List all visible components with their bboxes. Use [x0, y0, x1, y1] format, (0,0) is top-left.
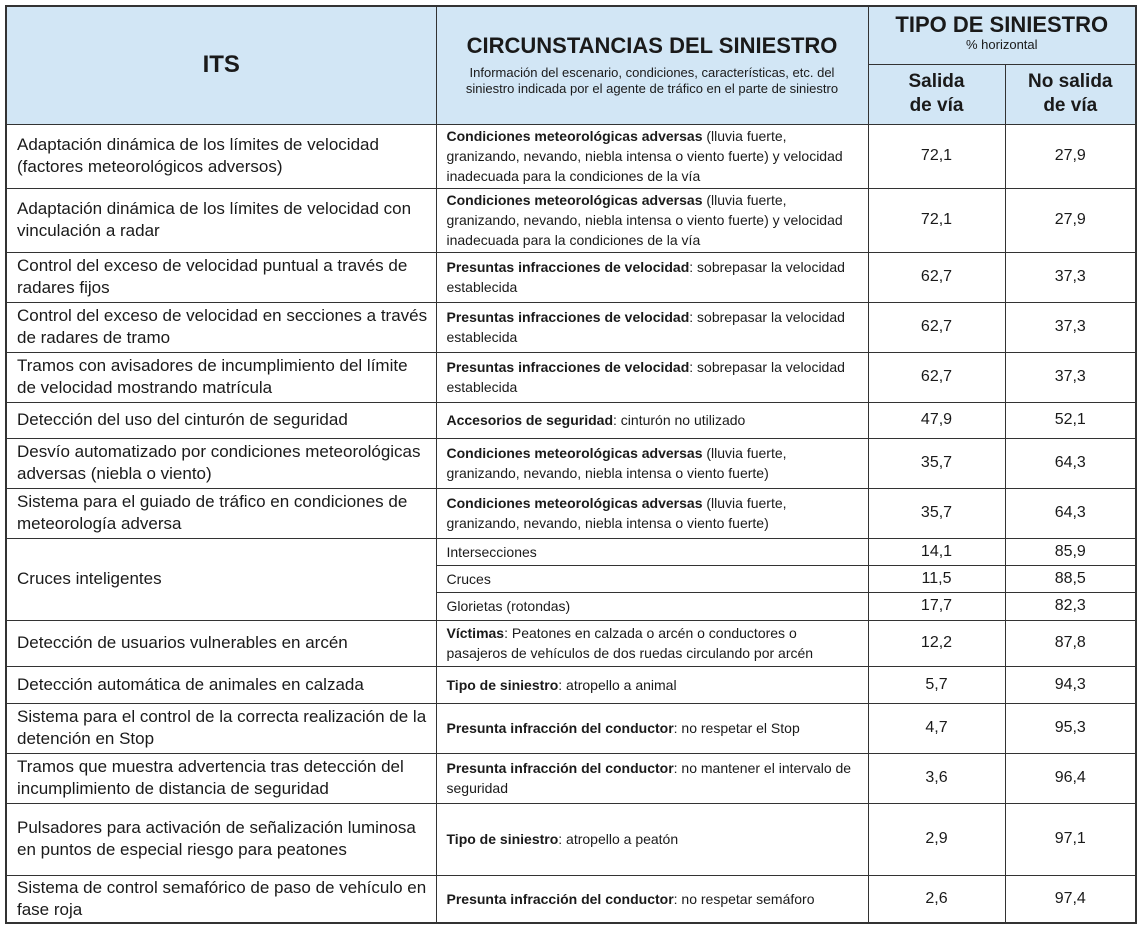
- circ-bold: Condiciones meteorológicas adversas: [446, 495, 703, 511]
- table-row: [6, 488, 1136, 538]
- header-circunstancias: [436, 6, 868, 124]
- value-no-salida: 37,3: [1005, 352, 1136, 402]
- header-no-salida-line2: de vía: [1043, 95, 1098, 116]
- circ-text: : no respetar el Stop: [673, 720, 800, 736]
- table-row: [6, 703, 1136, 753]
- its-cell: Sistema de control semafórico de paso de vehículo en fase roja: [6, 875, 436, 923]
- value-salida: 5,7: [868, 666, 1005, 703]
- its-cell: Desvío automatizado por condiciones meteorológicas adversas (niebla o viento): [6, 438, 436, 488]
- circ-cell: [436, 352, 868, 402]
- circ-cell: [436, 438, 868, 488]
- circ-cell: [436, 252, 868, 302]
- header-no-salida-de-via: [1005, 64, 1136, 124]
- circ-bold: Condiciones meteorológicas adversas: [446, 128, 703, 144]
- circ-cell: [436, 124, 868, 188]
- value-salida: 47,9: [868, 402, 1005, 438]
- its-cell: Control del exceso de velocidad en secciones a través de radares de tramo: [6, 302, 436, 352]
- value-salida: 35,7: [868, 488, 1005, 538]
- circ-text: : sobrepasar la velocidad establecida: [446, 359, 845, 395]
- value-no-salida: 27,9: [1005, 124, 1136, 188]
- header-salida-line2: de vía: [909, 95, 964, 116]
- circ-text: : atropello a animal: [558, 676, 677, 693]
- table-row: [6, 124, 1136, 188]
- value-salida: 72,1: [868, 188, 1005, 252]
- circ-text: (lluvia fuerte, granizando, nevando, niebla intensa o viento fuerte) y velocidad inadecuada para la condiciones de la vía: [446, 192, 843, 248]
- table-row: [6, 188, 1136, 252]
- value-salida: 14,1: [868, 538, 1005, 565]
- value-no-salida: 37,3: [1005, 252, 1136, 302]
- value-no-salida: 94,3: [1005, 666, 1136, 703]
- circ-bold: Condiciones meteorológicas adversas: [446, 445, 703, 461]
- circ-cell: Intersecciones: [436, 538, 868, 565]
- table-row: [6, 302, 1136, 352]
- table-row: [6, 438, 1136, 488]
- header-tipo-title: TIPO DE SINIESTRO: [895, 12, 1109, 38]
- circ-cell: Cruces: [436, 565, 868, 592]
- header-salida-line1: Salida: [908, 71, 965, 92]
- value-no-salida: 96,4: [1005, 753, 1136, 803]
- circ-text: (lluvia fuerte, granizando, nevando, niebla intensa o viento fuerte): [446, 495, 787, 531]
- circ-bold: Presuntas infracciones de velocidad: [446, 309, 690, 325]
- value-no-salida: 87,8: [1005, 620, 1136, 666]
- value-no-salida: 52,1: [1005, 402, 1136, 438]
- header-circ-title: CIRCUNSTANCIAS DEL SINIESTRO: [466, 33, 838, 59]
- circ-cell: [436, 620, 868, 666]
- value-no-salida: 27,9: [1005, 188, 1136, 252]
- circ-text: : cinturón no utilizado: [613, 412, 746, 428]
- header-tipo-subtitle: % horizontal: [965, 37, 1038, 53]
- circ-cell: [436, 875, 868, 923]
- its-cell: Tramos con avisadores de incumplimiento del límite de velocidad mostrando matrícula: [6, 352, 436, 402]
- circ-text: : atropello a peatón: [558, 831, 679, 847]
- circ-cell: [436, 803, 868, 875]
- table-row: [6, 352, 1136, 402]
- table-row: [6, 875, 1136, 923]
- circ-cell: [436, 488, 868, 538]
- its-table: [5, 5, 1137, 924]
- value-salida: 62,7: [868, 352, 1005, 402]
- value-no-salida: 64,3: [1005, 438, 1136, 488]
- value-salida: 35,7: [868, 438, 1005, 488]
- circ-cell: [436, 188, 868, 252]
- value-salida: 62,7: [868, 302, 1005, 352]
- circ-cell: [436, 666, 868, 703]
- table-row: [6, 252, 1136, 302]
- circ-text: : Peatones en calzada o arcén o conductores o pasajeros de vehículos de dos ruedas circulando por arcén: [446, 625, 814, 661]
- its-cell: Adaptación dinámica de los límites de velocidad con vinculación a radar: [6, 188, 436, 252]
- value-salida: 2,6: [868, 875, 1005, 923]
- circ-text: : sobrepasar la velocidad establecida: [446, 309, 845, 345]
- circ-bold: Presunta infracción del conductor: [446, 890, 674, 907]
- value-salida: 2,9: [868, 803, 1005, 875]
- circ-cell: [436, 703, 868, 753]
- value-salida: 3,6: [868, 753, 1005, 803]
- circ-bold: Presunta infracción del conductor: [446, 760, 674, 776]
- table-row: [6, 402, 1136, 438]
- table-row: [6, 803, 1136, 875]
- circ-bold: Presuntas infracciones de velocidad: [446, 359, 690, 375]
- value-no-salida: 64,3: [1005, 488, 1136, 538]
- value-salida: 17,7: [868, 592, 1005, 620]
- its-cell-cruces: Cruces inteligentes: [6, 538, 436, 620]
- value-salida: 12,2: [868, 620, 1005, 666]
- header-salida-de-via: [868, 64, 1005, 124]
- circ-bold: Condiciones meteorológicas adversas: [446, 192, 703, 208]
- value-salida: 62,7: [868, 252, 1005, 302]
- circ-cell: [436, 753, 868, 803]
- circ-text: : no respetar semáforo: [673, 890, 815, 907]
- value-no-salida: 37,3: [1005, 302, 1136, 352]
- circ-cell: [436, 402, 868, 438]
- its-cell: Pulsadores para activación de señalización luminosa en puntos de especial riesgo para peatones: [6, 803, 436, 875]
- value-no-salida: 85,9: [1005, 538, 1136, 565]
- circ-bold: Tipo de siniestro: [446, 831, 559, 847]
- its-cell: Detección automática de animales en calzada: [6, 666, 436, 703]
- header-no-salida-line1: No salida: [1028, 71, 1113, 92]
- circ-bold: Presuntas infracciones de velocidad: [446, 259, 690, 275]
- circ-bold: Tipo de siniestro: [446, 676, 559, 693]
- circ-cell: [436, 302, 868, 352]
- header-circ-subtitle: Información del escenario, condiciones, características, etc. del siniestro indicada por el agente de tráfico en el parte de siniestro: [465, 65, 839, 97]
- its-cell: Sistema para el control de la correcta realización de la detención en Stop: [6, 703, 436, 753]
- its-cell: Adaptación dinámica de los límites de velocidad (factores meteorológicos adversos): [6, 124, 436, 188]
- header-its: ITS: [6, 6, 436, 124]
- value-salida: 4,7: [868, 703, 1005, 753]
- table-row: [6, 620, 1136, 666]
- its-cell: Control del exceso de velocidad puntual a través de radares fijos: [6, 252, 436, 302]
- its-cell: Tramos que muestra advertencia tras detección del incumplimiento de distancia de seguridad: [6, 753, 436, 803]
- its-cell: Detección de usuarios vulnerables en arcén: [6, 620, 436, 666]
- circ-cell: Glorietas (rotondas): [436, 592, 868, 620]
- circ-bold: Accesorios de seguridad: [446, 412, 614, 428]
- value-salida: 11,5: [868, 565, 1005, 592]
- value-no-salida: 97,4: [1005, 875, 1136, 923]
- circ-text: : no mantener el intervalo de seguridad: [446, 760, 852, 796]
- circ-bold: Presunta infracción del conductor: [446, 720, 674, 736]
- circ-text: : sobrepasar la velocidad establecida: [446, 259, 845, 295]
- table-row: [6, 753, 1136, 803]
- its-cell: Sistema para el guiado de tráfico en condiciones de meteorología adversa: [6, 488, 436, 538]
- value-no-salida: 95,3: [1005, 703, 1136, 753]
- value-salida: 72,1: [868, 124, 1005, 188]
- table-row: [6, 538, 1136, 565]
- value-no-salida: 88,5: [1005, 565, 1136, 592]
- value-no-salida: 82,3: [1005, 592, 1136, 620]
- circ-bold: Víctimas: [446, 625, 505, 641]
- value-no-salida: 97,1: [1005, 803, 1136, 875]
- circ-text: (lluvia fuerte, granizando, nevando, niebla intensa o viento fuerte): [446, 445, 787, 481]
- header-tipo: [868, 6, 1136, 64]
- its-cell: Detección del uso del cinturón de seguridad: [6, 402, 436, 438]
- circ-text: (lluvia fuerte, granizando, nevando, niebla intensa o viento fuerte) y velocidad inadecuada para la condiciones de la vía: [446, 128, 843, 184]
- table-row: [6, 666, 1136, 703]
